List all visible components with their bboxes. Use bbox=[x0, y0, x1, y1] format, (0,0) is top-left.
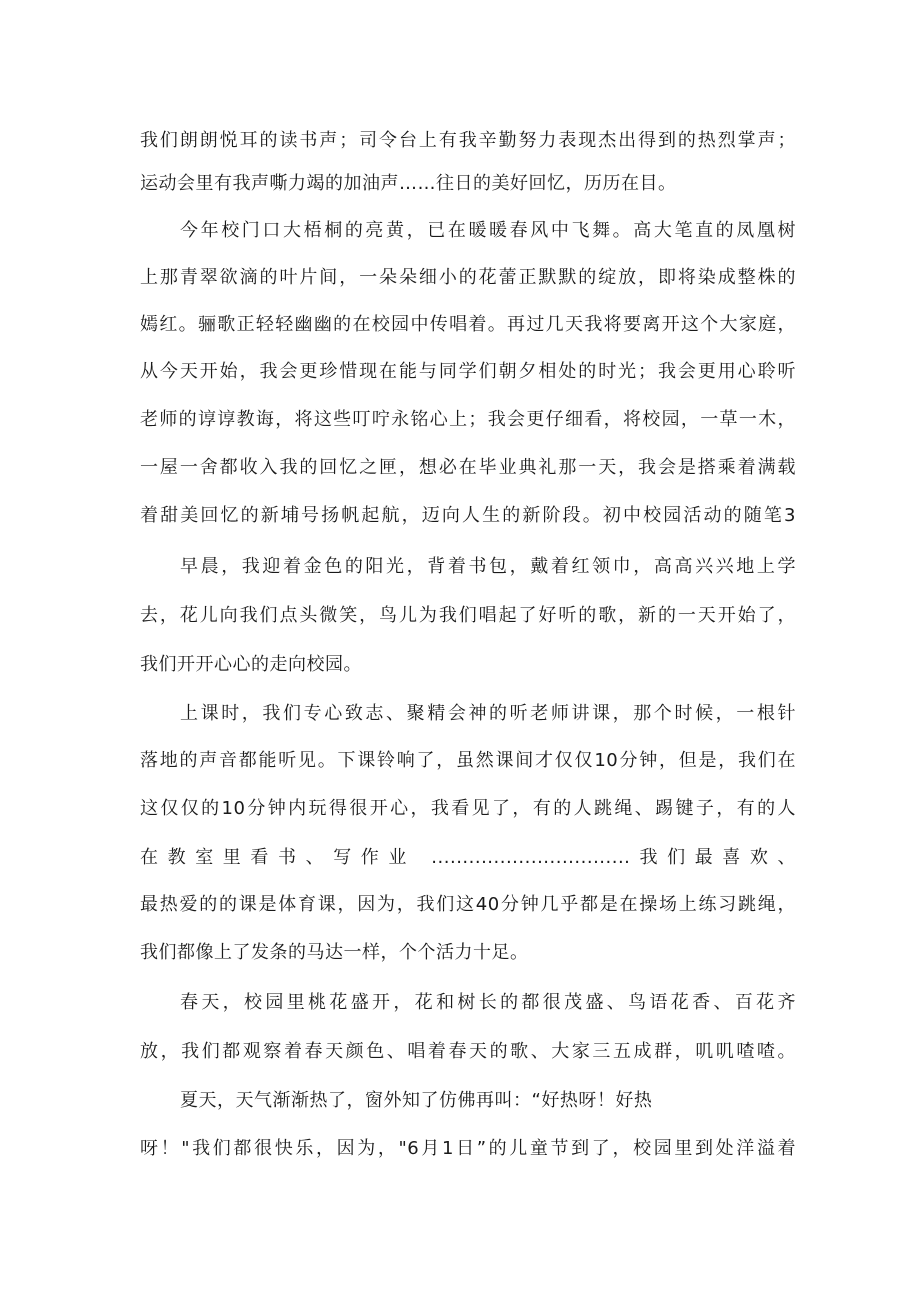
paragraph-first-line: 早晨，我迎着金色的阳光，背着书包，戴着红领巾，高高兴兴地上学 bbox=[180, 556, 796, 577]
paragraph-first-line: 春天，校园里桃花盛开，花和树长的都很茂盛、鸟语花香、百花齐 bbox=[180, 992, 796, 1013]
text-line: 放，我们都观察着春天颜色、唱着春天的歌、大家三五成群，叽叽喳喳。 bbox=[140, 1041, 796, 1062]
text-line: 这仅仅的10分钟内玩得很开心，我看见了，有的人跳绳、踢键子，有的人 bbox=[140, 798, 796, 819]
text-line: 嫣红。骊歌正轻轻幽幽的在校园中传唱着。再过几天我将要离开这个大家庭， bbox=[140, 314, 796, 335]
text-line: 最热爱的的课是体育课，因为，我们这40分钟几乎都是在操场上练习跳绳， bbox=[140, 894, 796, 915]
text-line: 运动会里有我声嘶力竭的加油声……往日的美好回忆，历历在目。 bbox=[140, 173, 677, 194]
paragraph-first-line: 夏天，天气渐渐热了，窗外知了仿佛再叫：“好热呀！好热 bbox=[180, 1090, 653, 1111]
text-line: 去，花儿向我们点头微笑，鸟儿为我们唱起了好听的歌，新的一天开始了， bbox=[140, 605, 796, 626]
text-line: 落地的声音都能听见。下课铃响了，虽然课间才仅仅10分钟，但是，我们在 bbox=[140, 750, 796, 771]
text-line: 着甜美回忆的新埔号扬帆起航，迈向人生的新阶段。初中校园活动的随笔3 bbox=[140, 505, 796, 526]
text-line: 从今天开始，我会更珍惜现在能与同学们朝夕相处的时光；我会更用心聆听 bbox=[140, 361, 796, 382]
text-line: 老师的谆谆教诲，将这些叮咛永铭心上；我会更仔细看，将校园，一草一木， bbox=[140, 409, 796, 430]
text-line: 我们朗朗悦耳的读书声；司令台上有我辛勤努力表现杰出得到的热烈掌声； bbox=[140, 130, 796, 151]
text-line: 上那青翠欲滴的叶片间，一朵朵细小的花蕾正默默的绽放，即将染成整株的 bbox=[140, 267, 796, 288]
text-line: 呀！"我们都很快乐，因为，"6月1日”的儿童节到了，校园里到处洋溢着 bbox=[140, 1138, 796, 1159]
text-line: 在教室里看书、写作业 ................................我们最喜欢、 bbox=[140, 847, 796, 868]
text-line: 我们开开心心的走向校园。 bbox=[140, 654, 362, 675]
paragraph-first-line: 上课时，我们专心致志、聚精会神的听老师讲课，那个时候，一根针 bbox=[180, 703, 796, 724]
text-line: 一屋一舍都收入我的回忆之匣，想必在毕业典礼那一天，我会是搭乘着满载 bbox=[140, 457, 796, 478]
paragraph-first-line: 今年校门口大梧桐的亮黄，已在暖暖春风中飞舞。高大笔直的凤凰树 bbox=[180, 220, 796, 241]
text-line: 我们都像上了发条的马达一样，个个活力十足。 bbox=[140, 942, 529, 963]
